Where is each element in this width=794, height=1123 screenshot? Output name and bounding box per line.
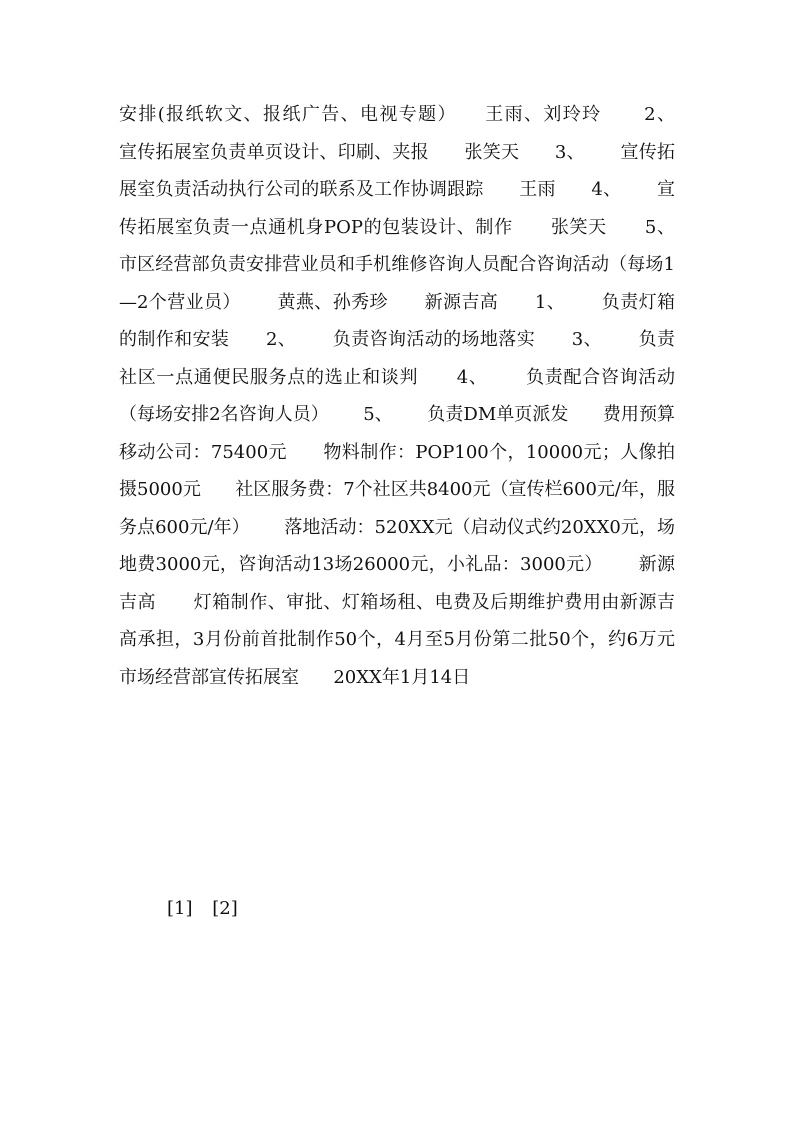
page-link-1[interactable]: [1] [167, 898, 193, 919]
page-link-2[interactable]: [2] [212, 898, 238, 919]
pagination [167, 894, 252, 924]
document-body-text: 安排(报纸软文、报纸广告、电视专题） 王雨、刘玲玲 2、 宣传拓展室负责单页设计、印刷、夹报 张笑天 3、 宣传拓展室负责活动执行公司的联系及工作协调跟踪 王雨 4、 宣传拓展室负责一点通机身POP的包装设计、制作 张笑天 5、 市区经营部负责安排营业员和手机维修咨询人员配合咨询活动（每场1—2个营业员） 黄燕、孙秀珍 新源吉高 1、 负责灯箱的制作和安装 2、 负责咨询活动的场地落实 3、 负责社区一点通便民服务点的选止和谈判 4、 负责配合咨询活动（每场安排2名咨询人员） 5、 负责DM单页派发 费用预算 移动公司：75400元 物料制作：POP100个，10000元；人像拍摄5000元 社区服务费：7个社区共8400元（宣传栏600元/年，服务点600元/年） 落地活动：520XX元（启动仪式约20XX0元，场地费3000元，咨询活动13场26000元，小礼品：3000元） 新源吉高 灯箱制作、审批、灯箱场租、电费及后期维护费用由新源吉高承担，3月份前首批制作50个，4月至5月份第二批50个，约6万元 市场经营部宣传拓展室 20XX年1月14日 [119, 104, 710, 688]
